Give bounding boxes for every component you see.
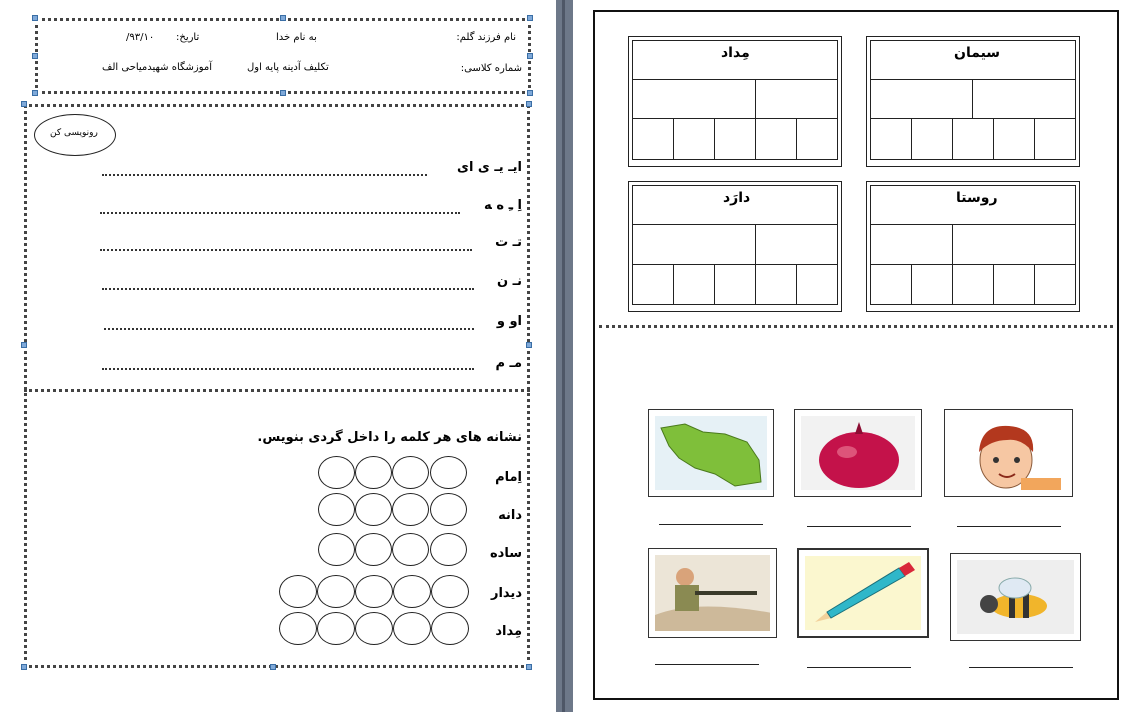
resize-handle[interactable] <box>21 664 27 670</box>
soldier-icon <box>655 555 770 631</box>
answer-line[interactable] <box>807 667 911 668</box>
answer-line[interactable] <box>659 524 763 525</box>
pomegranate-picture <box>794 409 922 497</box>
grid-letter-cell[interactable] <box>796 264 838 305</box>
resize-handle[interactable] <box>526 664 532 670</box>
grid-letter-cell[interactable] <box>1034 264 1076 305</box>
resize-handle[interactable] <box>527 53 533 59</box>
grid-letter-cell[interactable] <box>993 118 1035 160</box>
circle-instruction: نشانه های هر کلمه را داخل گردی بنویس. <box>257 430 522 445</box>
copy-row-dotted-line[interactable] <box>102 368 474 370</box>
grid-word: سیمان <box>954 45 1001 61</box>
answer-circle[interactable] <box>431 575 469 608</box>
iran-map-picture <box>648 409 774 497</box>
resize-handle[interactable] <box>21 342 27 348</box>
answer-circle[interactable] <box>279 575 317 608</box>
answer-circle[interactable] <box>392 456 429 489</box>
child-name-label: نام فرزند گلم: <box>456 32 516 43</box>
answer-circle[interactable] <box>355 456 392 489</box>
grid-letter-cell[interactable] <box>1034 118 1076 160</box>
grid-syllable-cell[interactable] <box>632 79 756 119</box>
resize-handle[interactable] <box>280 15 286 21</box>
answer-circle[interactable] <box>430 493 467 526</box>
grid-letter-cell[interactable] <box>673 118 715 160</box>
resize-handle[interactable] <box>280 90 286 96</box>
grid-syllable-cell[interactable] <box>870 79 973 119</box>
answer-circle[interactable] <box>393 612 431 645</box>
resize-handle[interactable] <box>21 101 27 107</box>
grid-word: روستا <box>956 190 998 206</box>
answer-circle[interactable] <box>430 456 467 489</box>
copy-badge-label: رونویسی کن <box>50 128 98 138</box>
copy-row-dotted-line[interactable] <box>100 212 460 214</box>
circle-word: دیدار <box>490 586 522 601</box>
copy-row-letters: تـ ت <box>495 235 522 250</box>
answer-circle[interactable] <box>393 575 431 608</box>
copy-row-letters: او و <box>496 314 522 329</box>
grid-letter-cell[interactable] <box>870 118 912 160</box>
resize-handle[interactable] <box>32 53 38 59</box>
answer-circle[interactable] <box>430 533 467 566</box>
answer-circle[interactable] <box>392 533 429 566</box>
resize-handle[interactable] <box>526 101 532 107</box>
grid-letter-cell[interactable] <box>993 264 1035 305</box>
answer-line[interactable] <box>969 667 1073 668</box>
grid-letter-cell[interactable] <box>952 118 994 160</box>
copy-row-dotted-line[interactable] <box>102 288 474 290</box>
bee-picture <box>950 553 1081 641</box>
header-box <box>35 18 531 94</box>
answer-circle[interactable] <box>318 493 355 526</box>
section-divider <box>599 325 1113 328</box>
grid-syllable-cell[interactable] <box>952 224 1076 265</box>
class-number-label: شماره کلاسی: <box>460 63 522 74</box>
resize-handle[interactable] <box>527 15 533 21</box>
left-page <box>14 6 536 706</box>
grid-letter-cell[interactable] <box>796 118 838 160</box>
grid-letter-cell[interactable] <box>632 118 674 160</box>
grid-letter-cell[interactable] <box>632 264 674 305</box>
resize-handle[interactable] <box>526 342 532 348</box>
answer-circle[interactable] <box>317 612 355 645</box>
bee-icon <box>957 560 1074 634</box>
copy-row-dotted-line[interactable] <box>104 328 474 330</box>
grid-letter-cell[interactable] <box>673 264 715 305</box>
circle-word: دانه <box>498 508 522 523</box>
grid-letter-cell[interactable] <box>911 264 953 305</box>
right-page <box>573 0 1134 712</box>
answer-circle[interactable] <box>355 575 393 608</box>
grid-letter-cell[interactable] <box>714 118 756 160</box>
pencil-picture <box>797 548 929 638</box>
answer-circle[interactable] <box>279 612 317 645</box>
grid-letter-cell[interactable] <box>911 118 953 160</box>
answer-circle[interactable] <box>431 612 469 645</box>
answer-circle[interactable] <box>318 533 355 566</box>
answer-line[interactable] <box>807 526 911 527</box>
resize-handle[interactable] <box>270 664 276 670</box>
soldier-picture <box>648 548 777 638</box>
grid-letter-cell[interactable] <box>755 118 797 160</box>
resize-handle[interactable] <box>32 90 38 96</box>
resize-handle[interactable] <box>32 15 38 21</box>
copy-row-letters: ایـ یـ ی ای <box>457 160 522 175</box>
answer-circle[interactable] <box>355 533 392 566</box>
grid-letter-cell[interactable] <box>714 264 756 305</box>
grid-syllable-cell[interactable] <box>755 79 838 119</box>
answer-circle[interactable] <box>355 612 393 645</box>
page-divider-shadow <box>562 0 565 712</box>
boy-face-icon <box>951 416 1066 490</box>
grid-syllable-cell[interactable] <box>632 224 756 265</box>
circle-word: مِداد <box>495 624 522 639</box>
pencil-icon <box>805 556 921 630</box>
bismillah: به نام خدا <box>276 32 317 43</box>
grid-word: دارَد <box>723 190 751 206</box>
resize-handle[interactable] <box>527 90 533 96</box>
date-value: ۹۳/۱۰/ <box>126 32 155 43</box>
answer-circle[interactable] <box>355 493 392 526</box>
answer-line[interactable] <box>957 526 1061 527</box>
date-label: تاریخ: <box>176 32 200 43</box>
copy-row-letters: مـ م <box>495 356 522 371</box>
copy-row-letters: نـ ن <box>497 274 522 289</box>
boy-picture <box>944 409 1073 497</box>
answer-circle[interactable] <box>392 493 429 526</box>
grid-word: مِداد <box>721 45 750 61</box>
grid-syllable-cell[interactable] <box>755 224 838 265</box>
grid-letter-cell[interactable] <box>755 264 797 305</box>
copy-row-dotted-line[interactable] <box>102 174 427 176</box>
copy-row-dotted-line[interactable] <box>100 249 472 251</box>
grid-letter-cell[interactable] <box>870 264 912 305</box>
circle-word: ساده <box>489 546 522 561</box>
section-divider <box>24 389 530 392</box>
answer-circle[interactable] <box>317 575 355 608</box>
pomegranate-icon <box>801 416 915 490</box>
grid-syllable-cell[interactable] <box>870 224 953 265</box>
circle-word: اِمام <box>495 470 522 485</box>
iran-map-icon <box>655 416 767 490</box>
page-edge-left <box>0 0 14 712</box>
assignment-title: تکلیف آدینه پایه اول <box>247 62 329 73</box>
grid-syllable-cell[interactable] <box>972 79 1076 119</box>
grid-letter-cell[interactable] <box>952 264 994 305</box>
copy-row-letters: اِ ـِ ه ﻪ <box>483 198 522 213</box>
answer-circle[interactable] <box>318 456 355 489</box>
answer-line[interactable] <box>655 664 759 665</box>
school-name: آموزشگاه شهیدمیاحی الف <box>102 62 213 73</box>
